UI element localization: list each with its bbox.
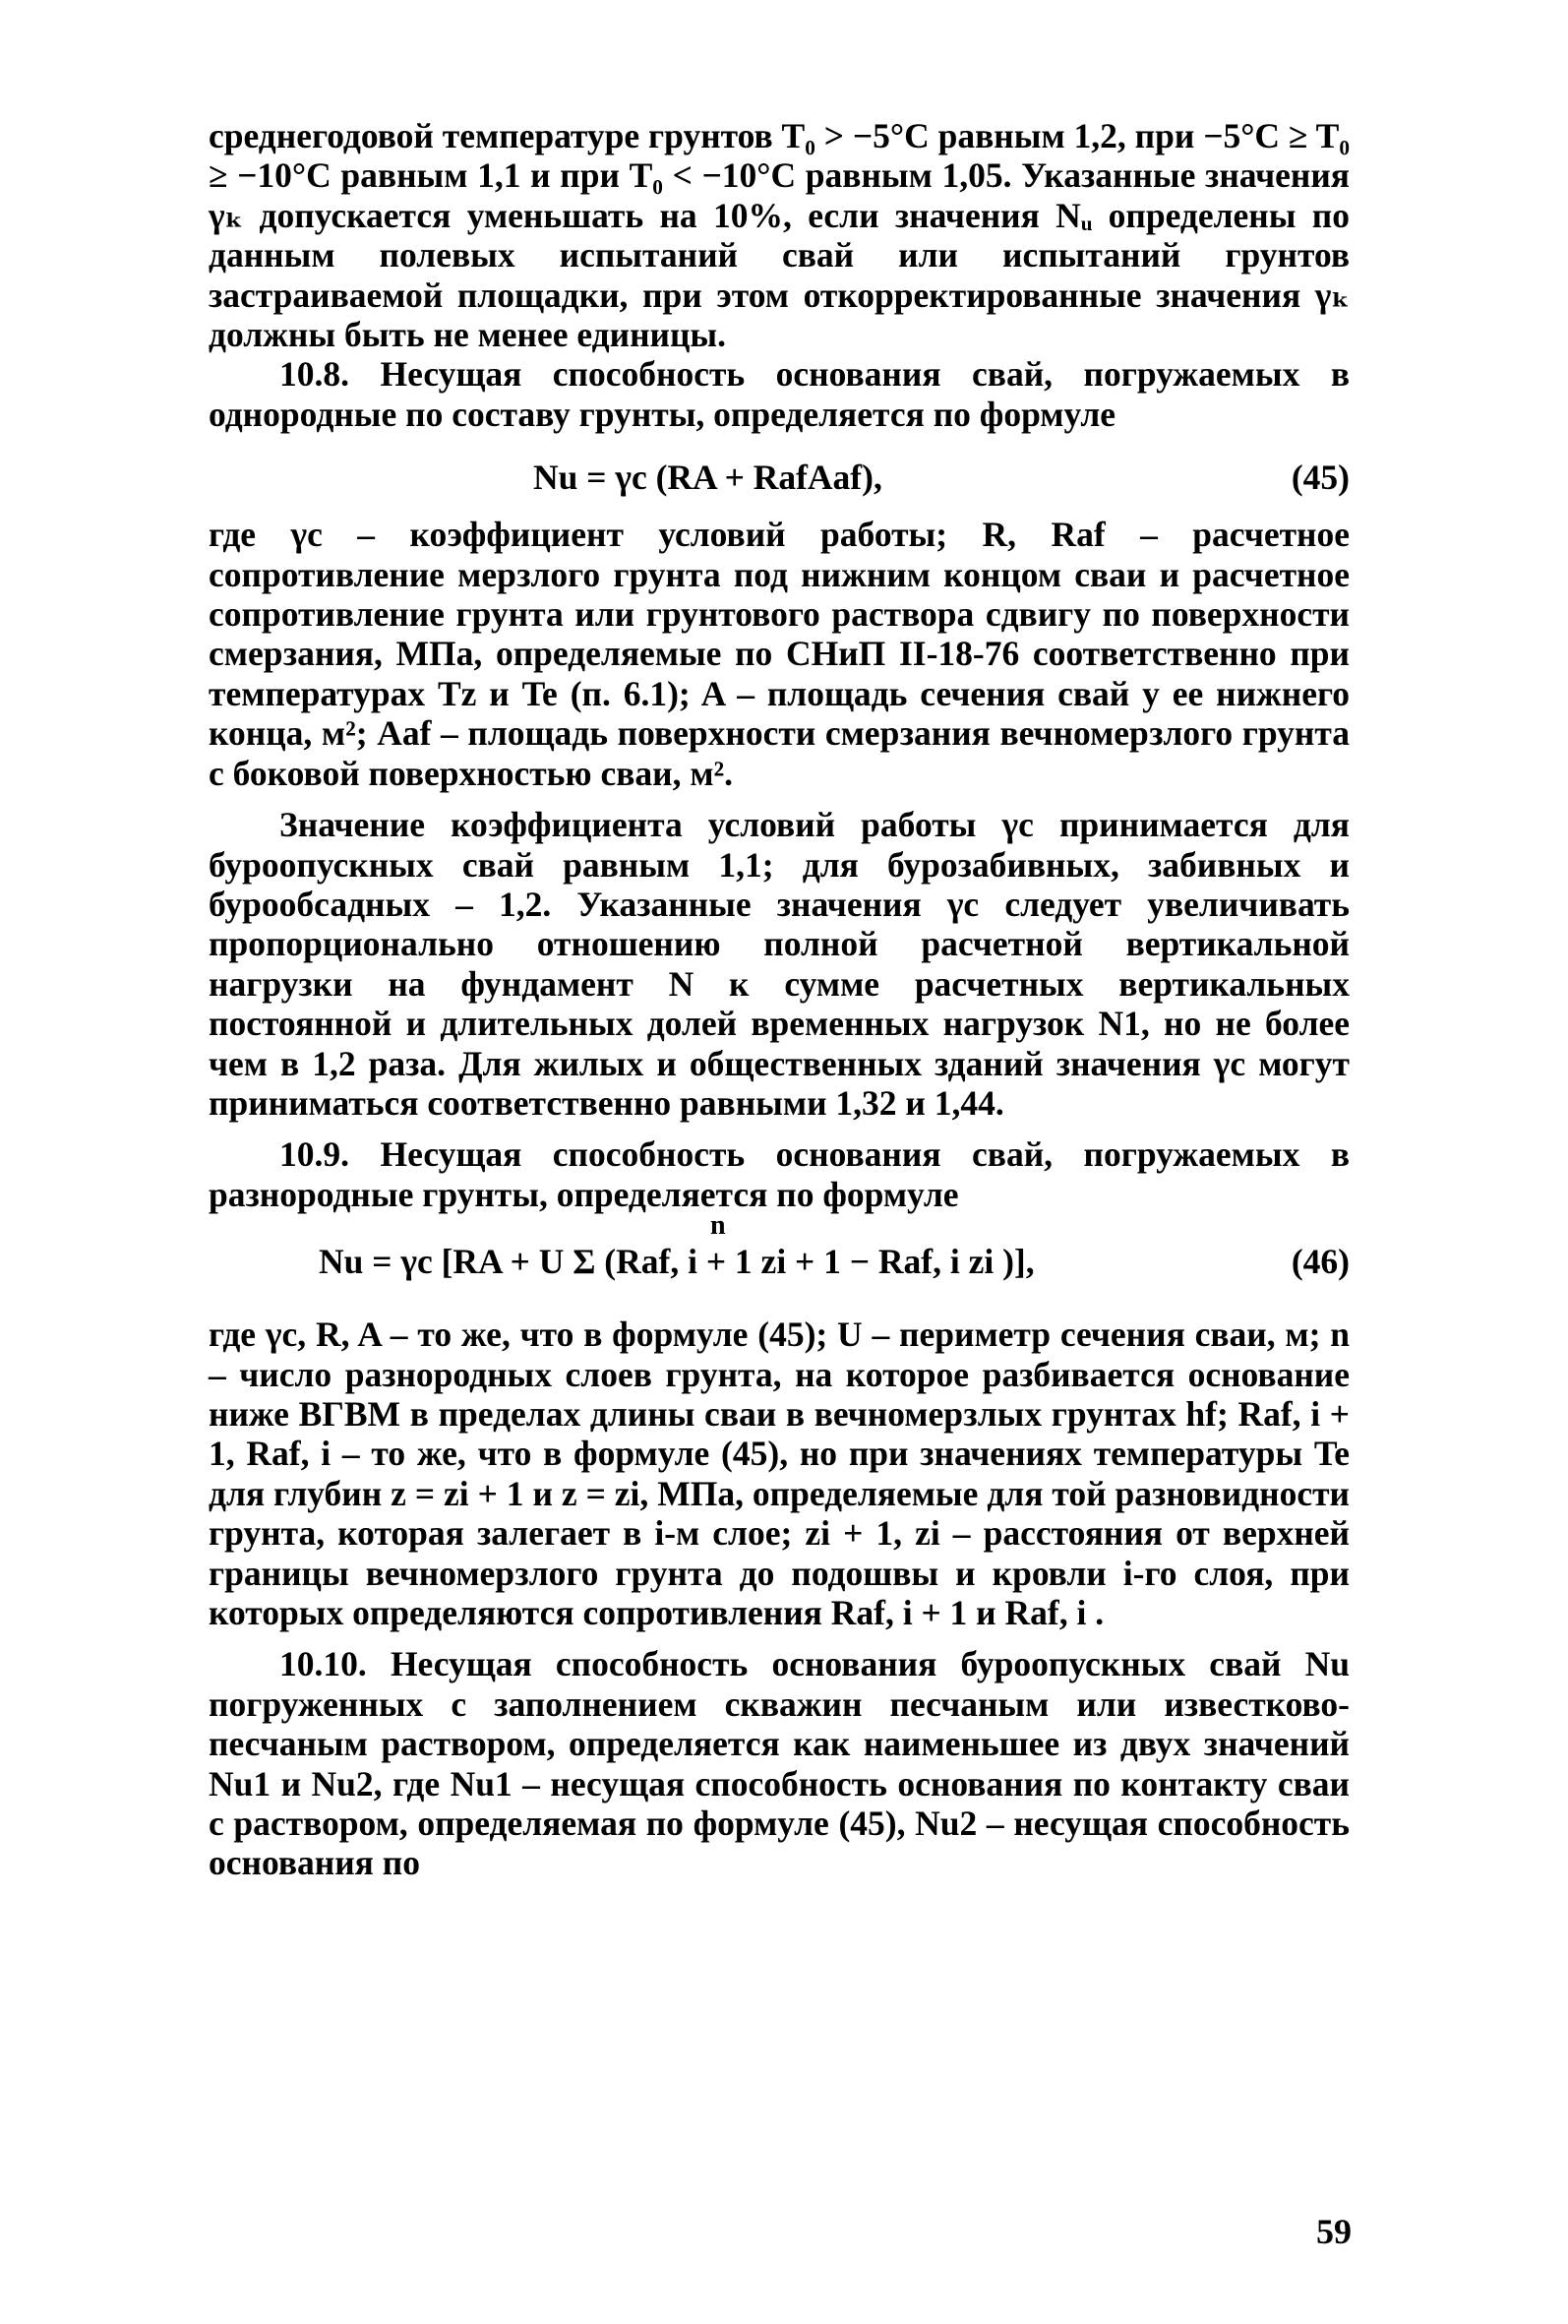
page-number: 59	[1316, 2212, 1352, 2251]
paragraph-1	[209, 116, 1350, 354]
page-body	[209, 116, 1350, 1883]
paragraph-where-45-text: где γc – коэффициент условий работы; R, Raf – расчетное сопротивление мерзлого грунта под нижним концом сваи и расчетное сопротивление грунта или грунтового раствора сдвигу по поверхности смерзания, МПа, определяемые по СНиП II-18-76 соответственно при температурах Tz и Te (п. 6.1); A – площадь сечения свай у ее нижнего конца, м²; Aaf – площадь поверхности смерзания вечномерзлого грунта с боковой поверхностью сваи, м².	[209, 515, 1350, 793]
paragraph-coefficient	[209, 805, 1350, 1123]
paragraph-10-10	[209, 1644, 1350, 1882]
section-number-10-10: 10.10.	[279, 1644, 367, 1684]
paragraph-10-9-text: Несущая способность основания свай, погружаемых в разнородные грунты, определяется по формуле	[209, 1134, 1351, 1214]
paragraph-10-8-text: Несущая способность основания свай, погружаемых в однородные по составу грунты, определяется по формуле	[209, 354, 1351, 434]
formula-45	[209, 446, 1350, 509]
paragraph-where-46	[209, 1315, 1350, 1632]
paragraph-coefficient-text: Значение коэффициента условий работы γc принимается для бурoопускных свай равным 1,1; для бурозабивных, забивных и бурообсадных – 1,2. Указанные значения γc следует увеличивать пропорционально отношению полной расчетной вертикальной нагрузки на фундамент N к сумме расчетных вертикальных постоянной и длительных долей временных нагрузок N1, но не более чем в 1,2 раза. Для жилых и общественных зданий значения γc могут приниматься соответственно равными 1,32 и 1,44.	[209, 805, 1350, 1123]
section-number-10-9: 10.9.	[279, 1134, 349, 1175]
formula-46-sum-upper-limit: n	[710, 1210, 726, 1242]
paragraph-10-8	[209, 354, 1350, 434]
formula-46	[209, 1210, 1350, 1309]
paragraph-10-10-text: Несущая способность основания буроопускных свай Nu погруженных с заполнением скважин песчаным или известково-песчаным раствором, определяется как наименьшее из двух значений Nu1 и Nu2, где Nu1 – несущая способность основания по контакту сваи с раствором, определяемая по формуле (45), Nu2 – несущая способность основания по	[209, 1644, 1351, 1883]
formula-45-number: (45)	[1291, 458, 1350, 498]
formula-46-number: (46)	[1291, 1242, 1350, 1282]
formula-46-expression: Nu = γc [RA + U Σ (Raf, i + 1 zi + 1 − Raf, i zi )],	[319, 1242, 1035, 1282]
paragraph-where-46-text: где γc, R, A – то же, что в формуле (45); U – периметр сечения сваи, м; n – число разнородных слоев грунта, на которое разбивается основание ниже ВГВМ в пределах длины сваи в вечномерзлых грунтах hf; Raf, i + 1, Raf, i – то же, что в формуле (45), но при значениях температуры Te для глубин z = zi + 1 и z = zi, МПа, определяемые для той разновидности грунта, которая залегает в i-м слое; zi + 1, zi – расстояния от верхней границы вечномерзлого грунта до подошвы и кровли i-го слоя, при которых определяются сопротивления Raf, i + 1 и Raf, i .	[209, 1315, 1350, 1632]
section-number-10-8: 10.8.	[279, 354, 349, 395]
paragraph-10-9	[209, 1134, 1350, 1214]
formula-45-expression: Nu = γc (RA + RafAaf),	[533, 458, 882, 498]
paragraph-1-text: среднегодовой температуре грунтов T₀ > −5°C равным 1,2, при −5°C ≥ T₀ ≥ −10°C равным 1,1 и при T₀ < −10°C равным 1,05. Указанные значения γₖ допускается уменьшать на 10%, если значения Nᵤ определены по данным полевых испытаний свай или испытаний грунтов застраиваемой площадки, при этом откорректированные значения γₖ должны быть не менее единицы.	[209, 116, 1350, 355]
paragraph-where-45	[209, 515, 1350, 793]
